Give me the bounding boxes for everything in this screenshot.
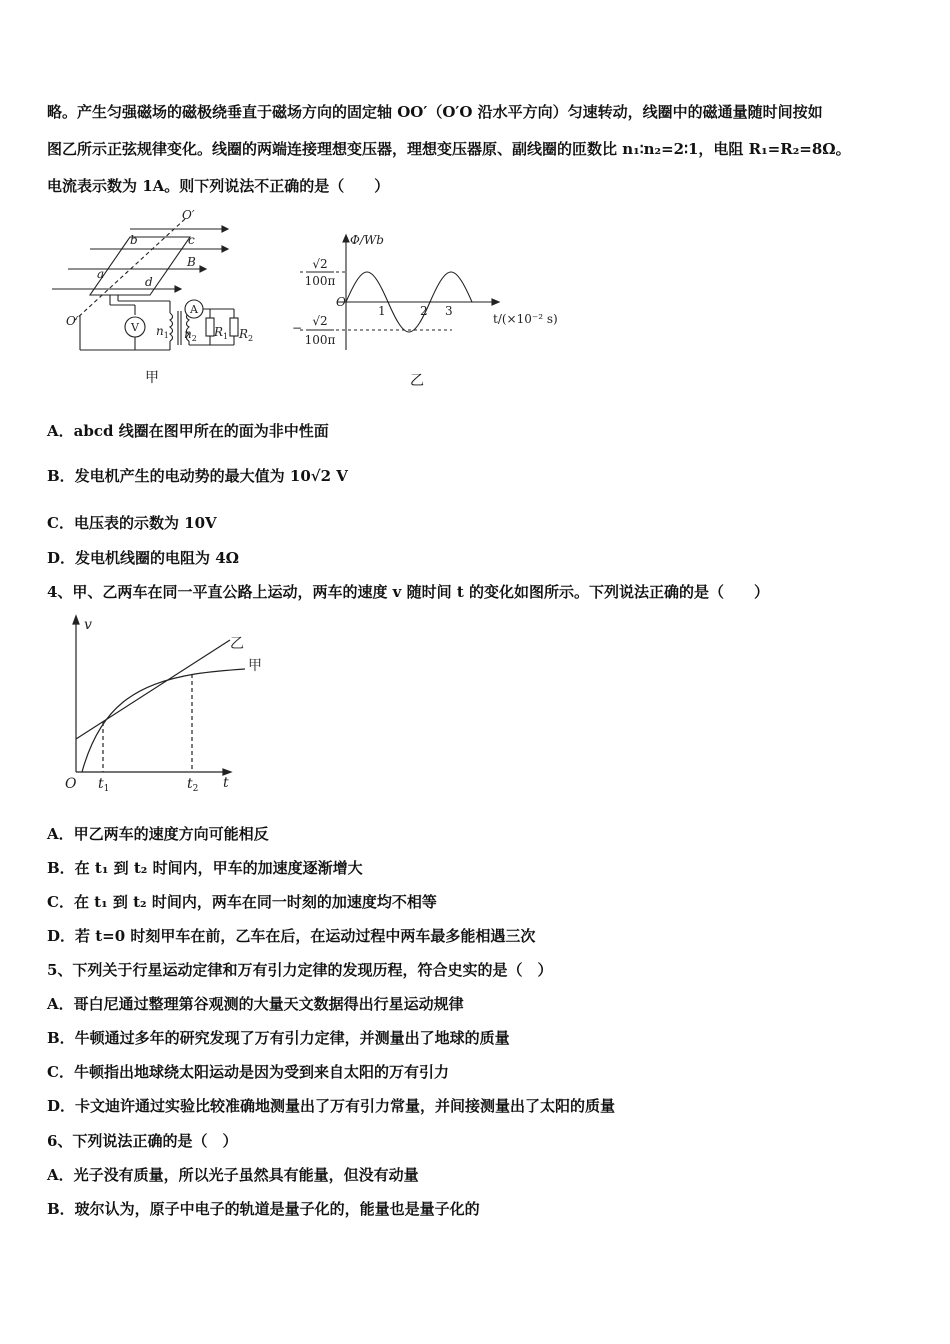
flux-ytick-bottom-sign: − (292, 321, 303, 335)
flux-xtick-1: 1 (378, 304, 386, 318)
figure-jia-generator-circuit (50, 205, 280, 355)
q4-option-c: C．在 t₁ 到 t₂ 时间内，两车在同一时刻的加速度均不相等 (47, 893, 437, 911)
svg-text:R2 (238, 327, 253, 343)
q3-option-a: A．abcd 线圈在图甲所在的面为非中性面 (47, 422, 329, 440)
t1-sub: 1 (103, 784, 110, 794)
q4-option-a: A．甲乙两车的速度方向可能相反 (47, 825, 269, 843)
series-yi-line (76, 640, 230, 739)
t2-label: t (187, 776, 193, 792)
figure-yi-flux-graph (290, 232, 580, 357)
label-n1: n (156, 324, 164, 338)
q4-option-b: B．在 t₁ 到 t₂ 时间内，甲车的加速度逐渐增大 (47, 859, 363, 877)
label-b-field: B (187, 255, 196, 269)
label-d: d (145, 275, 153, 289)
svg-text:R1 (213, 325, 228, 341)
q3-stem-line-1: 略。产生匀强磁场的磁极绕垂直于磁场方向的固定轴 OO′（O′O 沿水平方向）匀速转动，线圈中的磁通量随时间按如 (47, 103, 823, 121)
label-n2: n (184, 327, 192, 341)
t-axis-label: t (223, 775, 229, 791)
label-r2: R (239, 327, 249, 341)
label-r2-sub: 2 (248, 334, 254, 343)
q5-option-a: A．哥白尼通过整理第谷观测的大量天文数据得出行星运动规律 (47, 995, 464, 1013)
series-jia-label: 甲 (248, 658, 262, 674)
flux-ytick-top-den: 100π (304, 274, 336, 288)
t1-label: t (98, 776, 104, 792)
series-jia-curve (82, 669, 245, 772)
svg-text:n2 (184, 327, 197, 343)
svg-text:t1 (98, 776, 109, 794)
label-n2-sub: 2 (191, 334, 197, 343)
voltmeter-label: V (131, 321, 139, 334)
q6-stem: 6、下列说法正确的是（ ） (47, 1132, 238, 1150)
ammeter-label: A (190, 303, 198, 316)
label-c: c (188, 233, 195, 247)
flux-xtick-3: 3 (445, 304, 453, 318)
q6-option-a: A．光子没有质量，所以光子虽然具有能量，但没有动量 (47, 1166, 419, 1184)
flux-origin: O (336, 295, 346, 309)
label-r1: R (214, 325, 224, 339)
label-o-prime-bottom: O′ (66, 314, 79, 328)
flux-y-axis-label: Φ/Wb (350, 233, 384, 247)
q5-stem: 5、下列关于行星运动定律和万有引力定律的发现历程，符合史实的是（ ） (47, 961, 553, 979)
q3-stem-line-3: 电流表示数为 1A。则下列说法不正确的是（ ） (47, 177, 390, 195)
label-n1-sub: 1 (163, 331, 169, 340)
figure-yi-caption: 乙 (410, 373, 424, 389)
q3-stem-line-2: 图乙所示正弦规律变化。线圈的两端连接理想变压器，理想变压器原、副线圈的匝数比 n₁∶n₂=2∶1，电阻 R₁=R₂=8Ω。 (47, 140, 851, 158)
flux-xtick-2: 2 (420, 304, 428, 318)
label-r1-sub: 1 (223, 332, 229, 341)
q4-stem: 4、甲、乙两车在同一平直公路上运动，两车的速度 v 随时间 t 的变化如图所示。下列说法正确的是（ ） (47, 583, 769, 601)
flux-x-axis-label: t/(×10⁻² s) (493, 312, 558, 326)
q4-velocity-time-graph (60, 612, 280, 797)
q3-option-b: B．发电机产生的电动势的最大值为 10√2 V (47, 467, 348, 485)
flux-ytick-top-num: √2 (312, 257, 328, 271)
label-b: b (130, 233, 138, 247)
figure-jia-caption: 甲 (145, 370, 159, 386)
q5-option-b: B．牛顿通过多年的研究发现了万有引力定律，并测量出了地球的质量 (47, 1029, 510, 1047)
svg-text:t2 (187, 776, 198, 794)
q4-option-d: D．若 t=0 时刻甲车在前，乙车在后，在运动过程中两车最多能相遇三次 (47, 927, 536, 945)
q5-option-c: C．牛顿指出地球绕太阳运动是因为受到来自太阳的万有引力 (47, 1063, 449, 1081)
q6-option-b: B．玻尔认为，原子中电子的轨道是量子化的，能量也是量子化的 (47, 1200, 480, 1218)
flux-ytick-bottom-num: √2 (312, 314, 328, 328)
svg-text:n1 (156, 324, 169, 340)
t2-sub: 2 (192, 784, 199, 794)
q4-origin: O (65, 776, 77, 792)
q3-option-d: D．发电机线圈的电阻为 4Ω (47, 549, 240, 567)
v-axis-label: v (84, 617, 92, 633)
label-o-prime-top: O′ (182, 208, 195, 222)
flux-ytick-bottom-den: 100π (304, 333, 336, 347)
q5-option-d: D．卡文迪许通过实验比较准确地测量出了万有引力常量，并间接测量出了太阳的质量 (47, 1097, 616, 1115)
q3-option-c: C．电压表的示数为 10V (47, 514, 217, 532)
label-a: a (97, 267, 105, 281)
series-yi-label: 乙 (230, 636, 244, 652)
